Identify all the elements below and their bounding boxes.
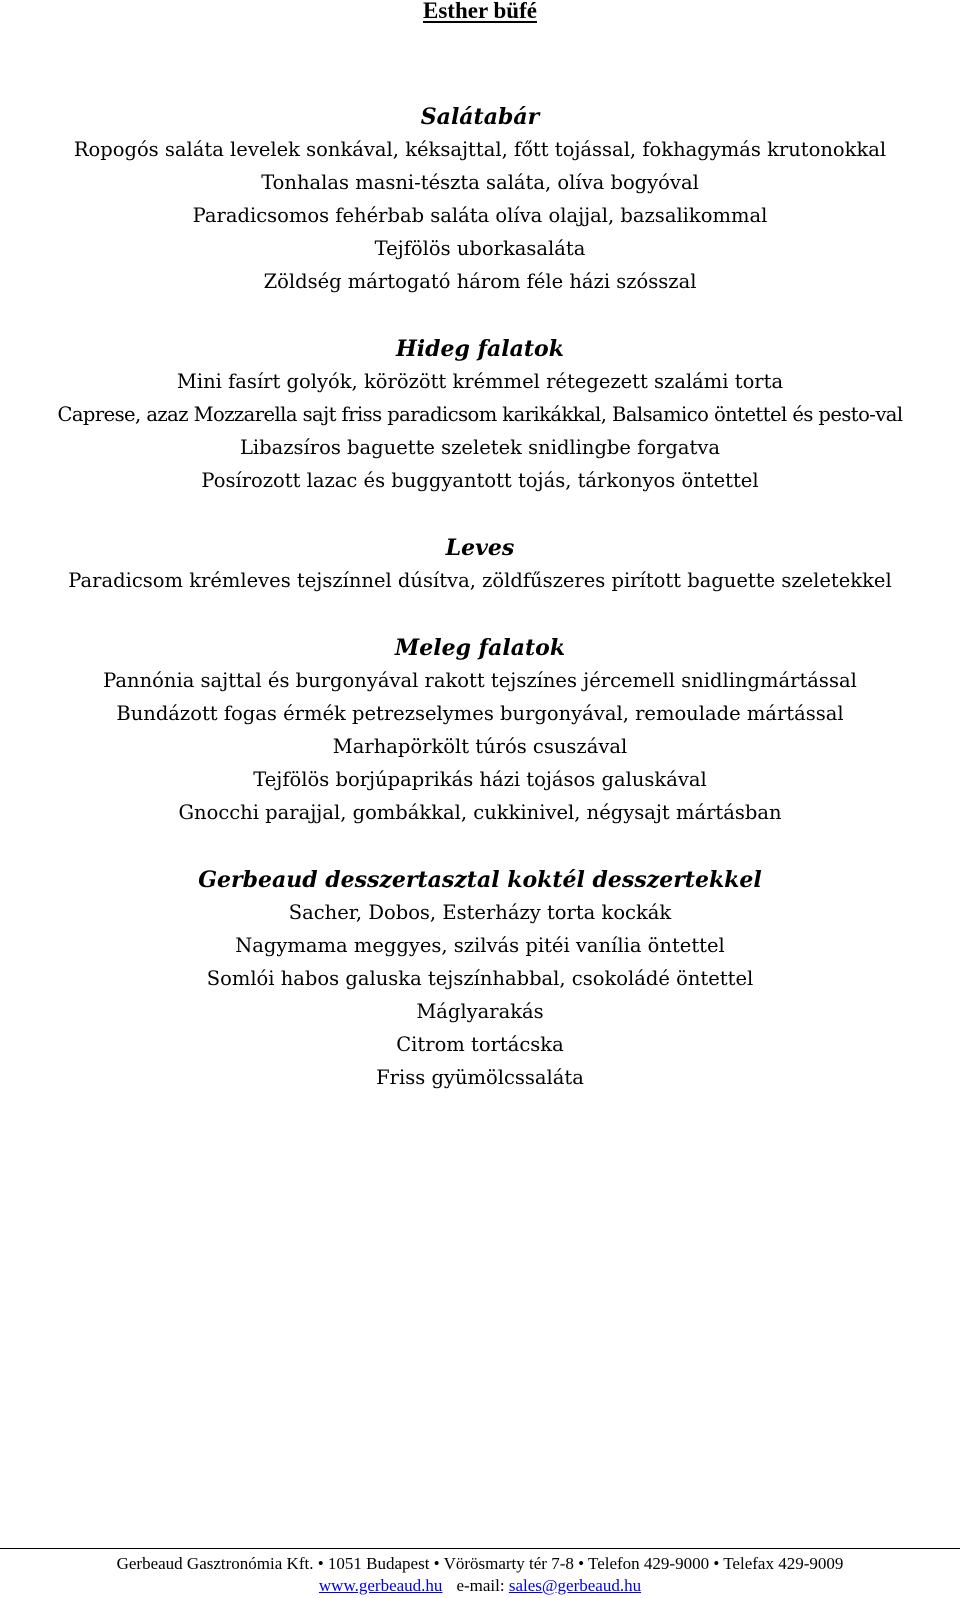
footer-divider (0, 1548, 960, 1549)
email-label: e-mail: (456, 1576, 505, 1595)
section-salatabar (0, 101, 960, 298)
section-title: Hideg falatok (396, 336, 564, 362)
menu-item: Máglyarakás (416, 1000, 544, 1023)
menu-item: Mini fasírt golyók, körözött krémmel rétegezett szalámi torta (176, 370, 784, 393)
section-title: Gerbeaud desszertasztal koktél desszertekkel (198, 867, 762, 893)
menu-item: Tonhalas masni-tészta saláta, olíva bogyóval (261, 171, 699, 194)
footer-company-line: Gerbeaud Gasztronómia Kft. • 1051 Budapest • Vörösmarty tér 7-8 • Telefon 429-9000 • Telefax 429-9009 (116, 1554, 844, 1573)
menu-item: Libazsíros baguette szeletek snidlingbe forgatva (239, 436, 721, 459)
page-title-text: Esther büfé (423, 0, 537, 23)
menu-item: Paradicsom krémleves tejszínnel dúsítva, zöldfűszeres pirított baguette szeletekkel (68, 569, 892, 592)
section-title: Leves (445, 535, 515, 561)
menu-item: Posírozott lazac és buggyantott tojás, tárkonyos öntettel (201, 469, 759, 492)
menu-item: Nagymama meggyes, szilvás pitéi vanília öntettel (235, 934, 725, 957)
menu-item: Gnocchi parajjal, gombákkal, cukkinivel, négysajt mártásban (178, 801, 782, 824)
section-title: Meleg falatok (394, 635, 566, 661)
section-hideg-falatok (0, 333, 960, 497)
menu-item: Tejfölös borjúpaprikás házi tojásos galuskával (253, 768, 707, 791)
menu-item: Friss gyümölcssaláta (376, 1066, 584, 1089)
section-desszertasztal (0, 864, 960, 1094)
menu-item: Paradicsomos fehérbab saláta olíva olajjal, bazsalikommal (192, 204, 768, 227)
section-title: Salátabár (420, 104, 540, 130)
menu-item: Citrom tortácska (396, 1033, 564, 1056)
footer-contact-line (0, 1575, 960, 1597)
menu-item: Sacher, Dobos, Esterházy torta kockák (288, 901, 672, 924)
menu-item: Marhapörkölt túrós csuszával (332, 735, 628, 758)
section-leves (0, 532, 960, 597)
page-title (0, 0, 960, 25)
menu-item: Tejfölös uborkasaláta (374, 237, 586, 260)
menu-list (0, 101, 960, 1129)
menu-item: Ropogós saláta levelek sonkával, kéksajttal, főtt tojással, fokhagymás krutonokkal (73, 138, 887, 161)
menu-item: Bundázott fogas érmék petrezselymes burgonyával, remoulade mártással (116, 702, 844, 725)
section-meleg-falatok (0, 632, 960, 829)
menu-item: Zöldség mártogató három féle házi szósszal (263, 270, 697, 293)
menu-item: Somlói habos galuska tejszínhabbal, csokoládé öntettel (206, 967, 754, 990)
menu-item: Pannónia sajttal és burgonyával rakott tejszínes jércemell snidlingmártással (103, 669, 857, 692)
website-link[interactable]: www.gerbeaud.hu (318, 1576, 443, 1595)
menu-item: Caprese, azaz Mozzarella sajt friss paradicsom karikákkal, Balsamico öntettel és pesto-val (57, 403, 903, 426)
email-link[interactable]: sales@gerbeaud.hu (508, 1576, 642, 1595)
